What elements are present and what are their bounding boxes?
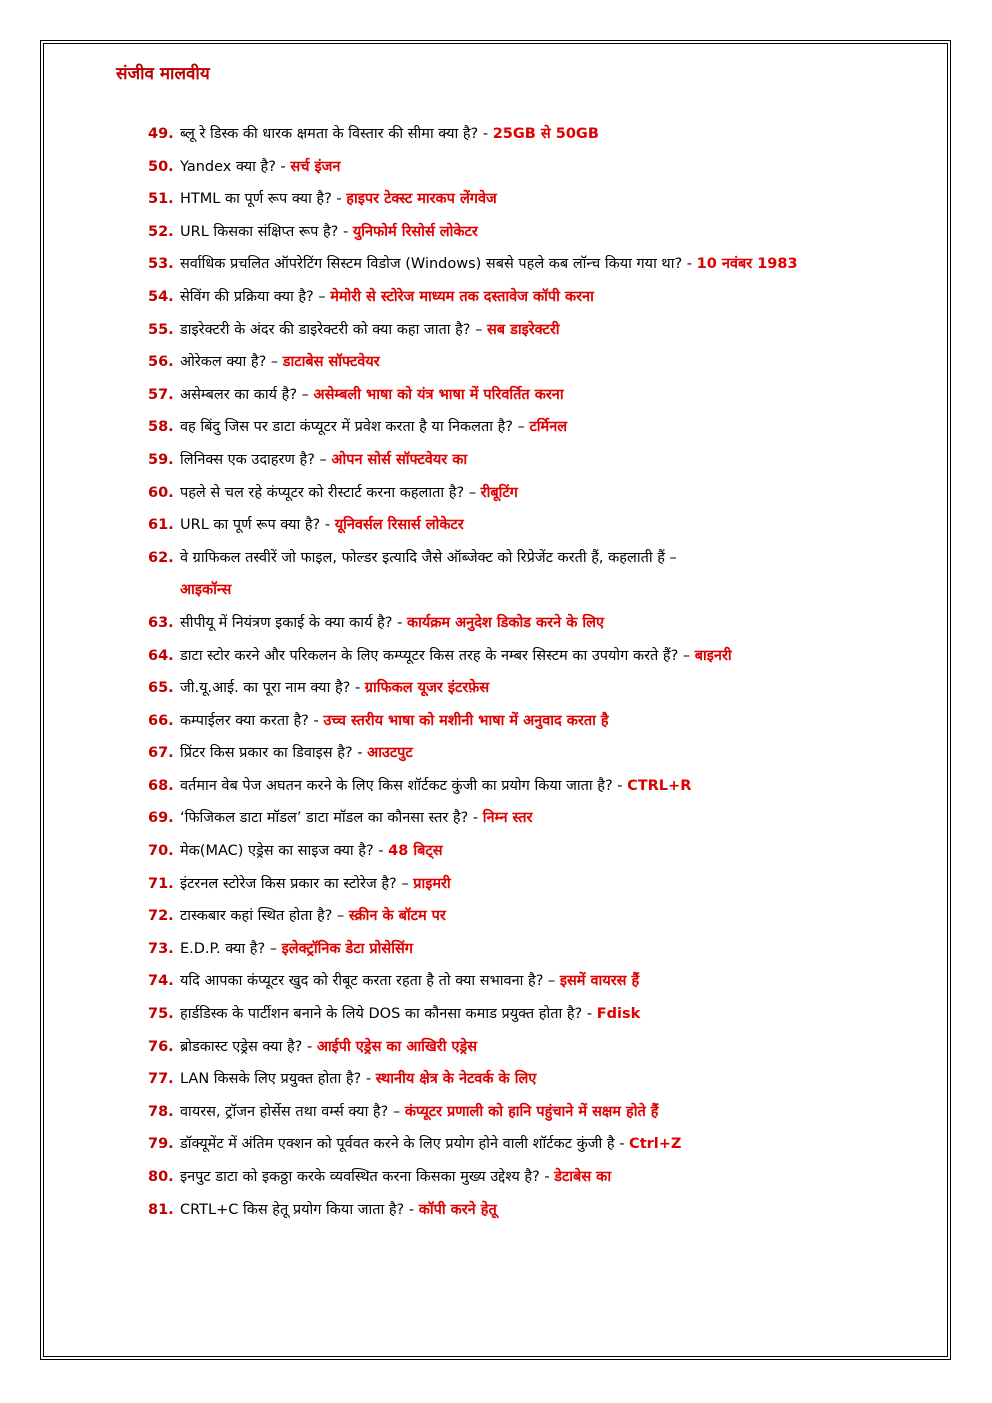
question-text: जी.यू.आई. का पूरा नाम क्या है?	[180, 680, 351, 697]
question-text: Yandex क्या है?	[180, 158, 276, 175]
answer-separator: –	[332, 908, 349, 925]
question-body	[180, 509, 878, 542]
question-text: पहले से चल रहे कंप्यूटर को रीस्टार्ट करना कहलाता है?	[180, 484, 465, 501]
question-number: 52.	[148, 223, 174, 240]
question-item	[148, 1031, 878, 1064]
answer-separator: –	[678, 647, 695, 664]
answer-separator: -	[331, 191, 347, 208]
answer-text: बाइनरी	[694, 647, 732, 664]
question-text: URL किसका संक्षिप्त रूप है?	[180, 223, 339, 240]
question-body	[180, 998, 878, 1031]
question-body	[180, 737, 878, 770]
question-text: CRTL+C किस हेतू प्रयोग किया जाता है?	[180, 1201, 405, 1218]
question-body	[180, 900, 878, 933]
answer-text: आइकॉन्स	[180, 582, 232, 599]
answer-text: इलेक्ट्रॉनिक डेटा प्रोसेसिंग	[281, 940, 413, 957]
question-item	[148, 998, 878, 1031]
question-body	[180, 346, 878, 379]
question-text: लिनिक्स एक उदाहरण है?	[180, 451, 315, 468]
answer-separator: -	[338, 223, 353, 240]
question-body	[180, 1161, 878, 1194]
answer-separator: -	[308, 712, 324, 729]
answer-text: असेम्बली भाषा को यंत्र भाषा में परिवर्तित करना	[313, 386, 564, 403]
question-number: 55.	[148, 321, 174, 338]
question-body	[180, 314, 878, 347]
question-body	[180, 835, 878, 868]
question-item	[148, 248, 878, 281]
answer-separator: -	[373, 843, 389, 860]
question-number: 58.	[148, 419, 174, 436]
question-item	[148, 802, 878, 835]
question-text: असेम्बलर का कार्य है?	[180, 386, 298, 403]
answer-text: स्क्रीन के बॉटम पर	[348, 908, 446, 925]
question-body	[180, 1063, 878, 1096]
answer-text: उच्च स्तरीय भाषा को मशीनी भाषा में अनुवाद करता है	[323, 712, 609, 729]
question-text: वह बिंदु जिस पर डाटा कंप्यूटर में प्रवेश करता है या निकलता है?	[180, 419, 513, 436]
question-number: 56.	[148, 354, 174, 371]
answer-text: टर्मिनल	[529, 419, 568, 436]
answer-text: 48 बिट्स	[388, 843, 443, 860]
question-number: 63.	[148, 614, 174, 631]
question-body	[180, 802, 878, 835]
answer-text: मेमोरी से स्टोरेज माध्यम तक दस्तावेज कॉपी करना	[330, 288, 594, 305]
question-item	[148, 770, 878, 803]
question-item	[148, 314, 878, 347]
question-item	[148, 542, 878, 607]
question-body	[180, 672, 878, 705]
question-text: टास्कबार कहां स्थित होता है?	[180, 908, 333, 925]
question-text: डॉक्यूमेंट में अंतिम एक्शन को पूर्ववत करने के लिए प्रयोग होने वाली शॉर्टकट कुंजी है	[180, 1136, 615, 1153]
answer-text: सब डाइरेक्टरी	[486, 321, 560, 338]
question-body	[180, 1096, 878, 1129]
question-item	[148, 965, 878, 998]
question-number: 50.	[148, 158, 174, 175]
question-body	[180, 379, 878, 412]
question-text: हार्डडिस्क के पार्टीशन बनाने के लिये DOS का कौनसा कमाड प्रयुक्त होता है?	[180, 1006, 583, 1023]
answer-separator: –	[297, 386, 314, 403]
answer-text: यूनिवर्सल रिसार्स लोकेटर	[334, 517, 464, 534]
question-text: कम्पाईलर क्या करता है?	[180, 712, 309, 729]
question-item	[148, 151, 878, 184]
question-text: डाटा स्टोर करने और परिकलन के लिए कम्प्यूटर किस तरह के नम्बर सिस्टम का उपयोग करते हैं?	[180, 647, 679, 664]
question-item	[148, 183, 878, 216]
question-number: 53.	[148, 256, 174, 273]
question-body	[180, 705, 878, 738]
question-item	[148, 868, 878, 901]
question-text: मेक(MAC) एड्रेस का साइज क्या है?	[180, 843, 374, 860]
answer-text: Fdisk	[596, 1006, 641, 1023]
answer-separator: –	[388, 1103, 405, 1120]
answer-separator: –	[313, 288, 331, 305]
question-number: 69.	[148, 810, 174, 827]
question-body	[180, 607, 878, 640]
question-text: सर्वाधिक प्रचलित ऑपरेटिंग सिस्टम विडोज (Windows) सबसे पहले कब लॉन्च किया गया था?	[180, 256, 683, 273]
answer-text: रीबूटिंग	[480, 484, 518, 501]
question-body	[180, 933, 878, 966]
question-item	[148, 705, 878, 738]
question-number: 75.	[148, 1006, 174, 1023]
answer-separator: -	[320, 517, 335, 534]
answer-separator: -	[404, 1201, 419, 1218]
question-body	[180, 542, 878, 607]
answer-separator: -	[275, 158, 291, 175]
question-number: 78.	[148, 1103, 174, 1120]
answer-separator: -	[539, 1169, 555, 1185]
answer-text: डेटाबेस का	[554, 1169, 612, 1185]
question-number: 73.	[148, 940, 174, 957]
question-item	[148, 281, 878, 314]
question-number: 70.	[148, 843, 174, 860]
question-number: 57.	[148, 386, 174, 403]
question-item	[148, 216, 878, 249]
question-number: 81.	[148, 1201, 174, 1218]
answer-separator: –	[470, 321, 487, 338]
question-number: 80.	[148, 1169, 174, 1185]
question-number: 51.	[148, 191, 174, 208]
question-number: 49.	[148, 126, 174, 142]
answer-text: ग्राफिकल यूजर इंटरफ़ेस	[364, 680, 490, 697]
answer-text: ओपन सोर्स सॉफ्टवेयर का	[331, 451, 468, 468]
question-item	[148, 672, 878, 705]
answer-text: कंप्यूटर प्रणाली को हानि पहुंचाने में सक्षम होते हैं	[404, 1103, 659, 1120]
question-item	[148, 444, 878, 477]
question-body	[180, 411, 878, 444]
question-item	[148, 346, 878, 379]
question-number: 64.	[148, 647, 174, 664]
question-text: ब्लू रे डिस्क की धारक क्षमता के विस्तार की सीमा क्या है?	[180, 126, 479, 142]
answer-text: प्राइमरी	[413, 875, 451, 892]
question-item	[148, 509, 878, 542]
question-body	[180, 1194, 878, 1227]
question-item	[148, 1161, 878, 1194]
question-text: E.D.P. क्या है?	[180, 940, 266, 957]
answer-text: 25GB से 50GB	[492, 126, 599, 142]
question-body	[180, 151, 878, 184]
question-text: URL का पूर्ण रूप क्या है?	[180, 517, 321, 534]
question-number: 59.	[148, 451, 174, 468]
question-item	[148, 737, 878, 770]
question-text: सेविंग की प्रक्रिया क्या है?	[180, 288, 314, 305]
question-body	[180, 118, 878, 151]
question-item	[148, 933, 878, 966]
question-body	[180, 216, 878, 249]
answer-text: स्थानीय क्षेत्र के नेटवर्क के लिए	[375, 1071, 537, 1088]
answer-text: कार्यक्रम अनुदेश डिकोड करने के लिए	[406, 614, 604, 631]
question-number: 74.	[148, 973, 174, 990]
answer-separator: -	[682, 256, 697, 273]
answer-separator: –	[664, 549, 677, 566]
question-item	[148, 1096, 878, 1129]
answer-text: सर्च इंजन	[290, 158, 341, 175]
question-text: सीपीयू में नियंत्रण इकाई के क्या कार्य है?	[180, 614, 393, 631]
question-text: इंटरनल स्टोरेज किस प्रकार का स्टोरेज है?	[180, 875, 397, 892]
question-body	[180, 1128, 878, 1161]
question-number: 68.	[148, 777, 174, 794]
question-number: 77.	[148, 1071, 174, 1088]
answer-separator: -	[302, 1038, 317, 1055]
question-text: ब्रोडकास्ट एड्रेस क्या है?	[180, 1038, 303, 1055]
question-text: यदि आपका कंप्यूटर खुद को रीबूट करता रहता है तो क्या सभावना है?	[180, 973, 544, 990]
answer-text: हाइपर टेक्स्ट मारकप लेंगवेज	[346, 191, 497, 208]
answer-text: CTRL+R	[627, 777, 692, 794]
question-body	[180, 770, 878, 803]
question-item	[148, 835, 878, 868]
question-number: 72.	[148, 908, 174, 925]
question-body	[180, 477, 878, 510]
answer-separator: –	[513, 419, 530, 436]
question-number: 61.	[148, 517, 174, 534]
author-name: संजीव मालवीय	[116, 64, 210, 84]
answer-separator: –	[543, 973, 560, 990]
question-number: 62.	[148, 549, 174, 566]
answer-text: 10 नवंबर 1983	[696, 256, 798, 273]
question-text: वर्तमान वेब पेज अघतन करने के लिए किस शॉर्टकट कुंजी का प्रयोग किया जाता है?	[180, 777, 613, 794]
question-text: ओरेकल क्या है?	[180, 354, 267, 371]
question-item	[148, 477, 878, 510]
answer-text: डाटाबेस सॉफ्टवेयर	[282, 354, 380, 371]
question-text: इनपुट डाटा को इकठ्ठा करके व्यवस्थित करना किसका मुख्य उद्देश्य है?	[180, 1169, 540, 1185]
question-number: 71.	[148, 875, 174, 892]
answer-separator: -	[614, 1136, 630, 1153]
answer-separator: –	[314, 451, 332, 468]
question-body	[180, 1031, 878, 1064]
answer-text: युनिफोर्म रिसोर्स लोकेटर	[352, 223, 478, 240]
answer-separator: –	[464, 484, 481, 501]
answer-text: Ctrl+Z	[629, 1136, 682, 1153]
answer-separator: -	[392, 614, 407, 631]
question-item	[148, 1063, 878, 1096]
answer-separator: –	[396, 875, 414, 892]
question-text: डाइरेक्टरी के अंदर की डाइरेक्टरी को क्या कहा जाता है?	[180, 321, 471, 338]
question-text: वे ग्राफिकल तस्वीरें जो फाइल, फोल्डर इत्यादि जैसे ऑब्जेक्ट को रिप्रेजेंट करती हैं, कहलाती हैं	[180, 549, 665, 566]
question-number: 54.	[148, 288, 174, 305]
question-number: 79.	[148, 1136, 174, 1153]
answer-separator: -	[352, 745, 368, 762]
question-number: 76.	[148, 1038, 174, 1055]
question-item	[148, 1128, 878, 1161]
question-body	[180, 444, 878, 477]
question-number: 65.	[148, 680, 174, 697]
question-item	[148, 379, 878, 412]
answer-text: कॉपी करने हेतू	[418, 1201, 497, 1218]
answer-separator: –	[266, 354, 283, 371]
answer-text: इसमें वायरस हैं	[559, 973, 640, 990]
answer-text: आईपी एड्रेस का आखिरी एड्रेस	[316, 1038, 478, 1055]
answer-separator: -	[612, 777, 628, 794]
question-item	[148, 900, 878, 933]
question-body	[180, 640, 878, 673]
question-body	[180, 183, 878, 216]
question-body	[180, 248, 878, 281]
question-item	[148, 1194, 878, 1227]
answer-separator: -	[361, 1071, 376, 1088]
answer-separator: -	[582, 1006, 597, 1023]
question-item	[148, 411, 878, 444]
answer-separator: –	[265, 940, 282, 957]
answer-separator: -	[478, 126, 493, 142]
question-item	[148, 607, 878, 640]
answer-separator: -	[468, 810, 483, 827]
question-body	[180, 965, 878, 998]
answer-text: आउटपुट	[367, 745, 413, 762]
question-item	[148, 118, 878, 151]
question-body	[180, 868, 878, 901]
answer-separator: -	[350, 680, 365, 697]
question-number: 66.	[148, 712, 174, 729]
question-number: 67.	[148, 745, 174, 762]
question-text: ‘फिजिकल डाटा मॉडल’ डाटा मॉडल का कौनसा स्तर है?	[180, 810, 469, 827]
question-list	[148, 118, 878, 1226]
question-body	[180, 281, 878, 314]
answer-text: निम्न स्तर	[482, 810, 533, 827]
question-text: वायरस, ट्रॉजन होर्सेस तथा वर्म्स क्या है?	[180, 1103, 389, 1120]
question-item	[148, 640, 878, 673]
question-number: 60.	[148, 484, 174, 501]
question-text: HTML का पूर्ण रूप क्या है?	[180, 191, 332, 208]
question-text: प्रिंटर किस प्रकार का डिवाइस है?	[180, 745, 353, 762]
question-text: LAN किसके लिए प्रयुक्त होता है?	[180, 1071, 362, 1088]
